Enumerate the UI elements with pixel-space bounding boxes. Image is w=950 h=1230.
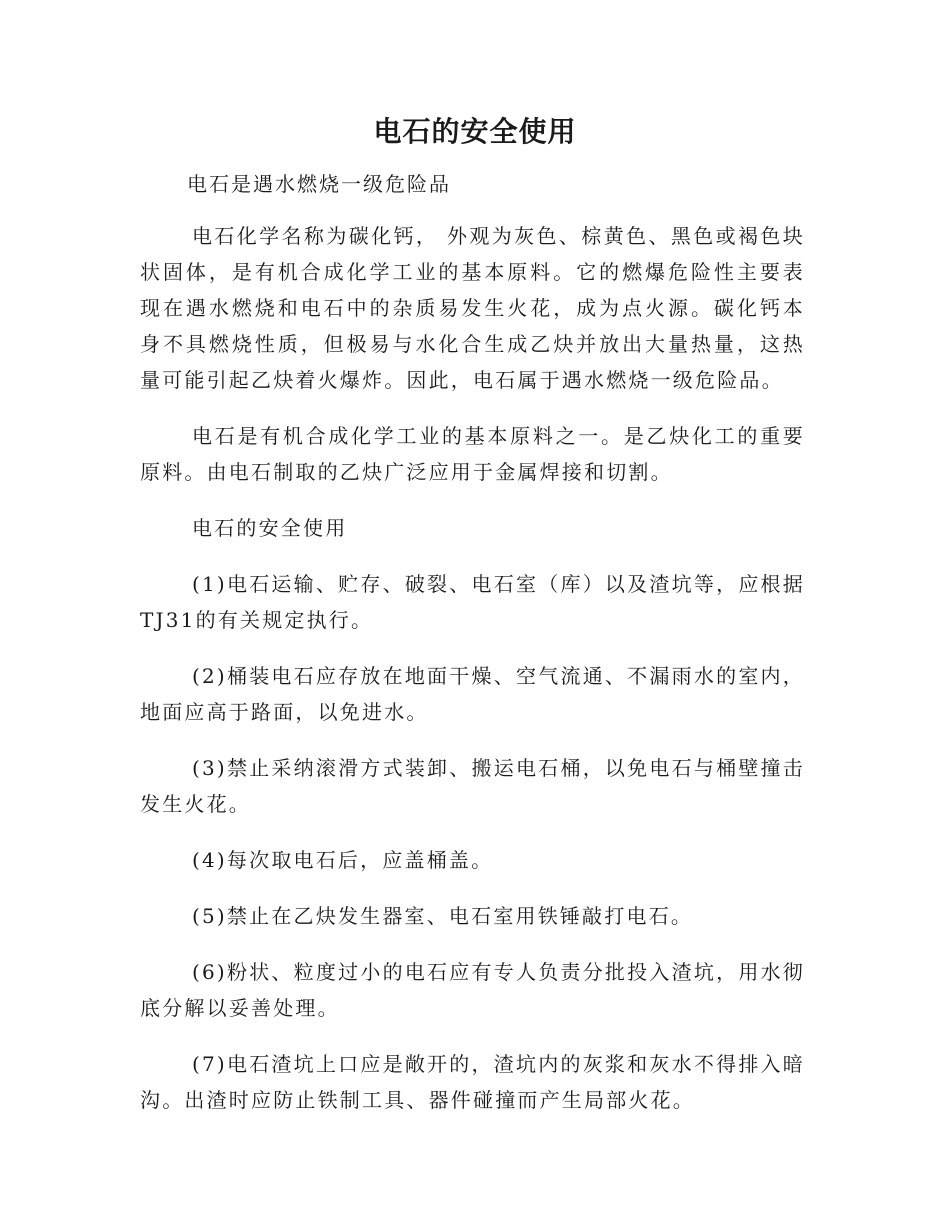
document-body — [140, 218, 805, 1138]
document-title: 电石的安全使用 — [373, 115, 577, 148]
rule-item-4: (4)每次取电石后，应盖桶盖。 — [192, 848, 494, 872]
rule-item-6: (6)粉状、粒度过小的电石应有专人负责分批投入渣坑，用水彻底分解以妥善处理。 — [140, 960, 805, 1020]
paragraph-raw-material: 电石是有机合成化学工业的基本原料之一。是乙炔化工的重要原料。由电石制取的乙炔广泛应用于金属焊接和切割。 — [140, 424, 805, 484]
rule-item-5: (5)禁止在乙炔发生器室、电石室用铁锤敲打电石。 — [192, 904, 694, 928]
paragraph-intro: 电石化学名称为碳化钙， 外观为灰色、棕黄色、黑色或褐色块状固体，是有机合成化学工业的基本原料。它的燃爆危险性主要表现在遇水燃烧和电石中的杂质易发生火花，成为点火源。碳化钙本身不具燃烧性质，但极易与水化合生成乙炔并放出大量热量，这热量可能引起乙炔着火爆炸。因此，电石属于遇水燃烧一级危险品。 — [140, 224, 805, 392]
rule-item-1: (1)电石运输、贮存、破裂、电石室（库）以及渣坑等，应根据TJ31的有关规定执行。 — [140, 572, 805, 632]
document-subtitle: 电石是遇水燃烧一级危险品 — [187, 172, 451, 196]
section-heading: 电石的安全使用 — [192, 516, 348, 540]
rule-item-2: (2)桶装电石应存放在地面干燥、空气流通、不漏雨水的室内，地面应高于路面，以免进水。 — [140, 664, 805, 724]
rule-item-7: (7)电石渣坑上口应是敞开的，渣坑内的灰浆和灰水不得排入暗沟。出渣时应防止铁制工具、器件碰撞而产生局部火花。 — [140, 1052, 805, 1112]
rule-item-3: (3)禁止采纳滚滑方式装卸、搬运电石桶，以免电石与桶壁撞击发生火花。 — [140, 756, 805, 816]
